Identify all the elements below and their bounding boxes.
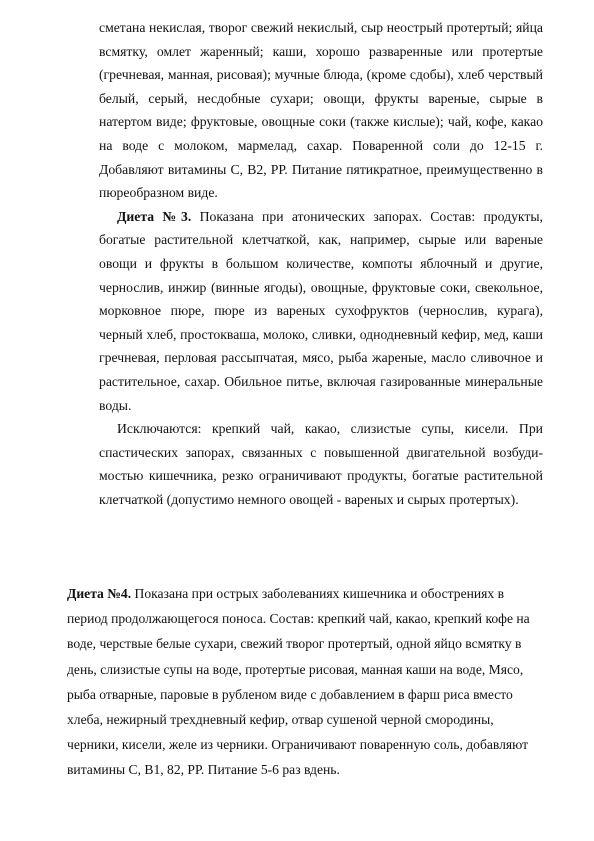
diet4-block — [67, 581, 545, 783]
main-text-block — [99, 16, 543, 511]
exclusions-paragraph: Исключаются: крепкий чай, какао, слизистые супы, кисели. При спастических запорах, связанных с повышенной двигательной возбуди-мостью кишечника, резко ограничивают продукты, богатые растительной клетчаткой (допустимо немного овощей - вареных и сырых протертых). — [99, 421, 543, 507]
intro-paragraph: сметана некислая, творог свежий некислый, сыр неострый протертый; яйца всмятку, омлет жаренный; каши, хорошо разваренные или протертые (гречневая, манная, рисовая); мучные блюда, (кроме сдобы), хлеб черствый белый, серый, несдобные сухари; овощи, фрукты вареные, сырые в натертом виде; фруктовые, овощные соки (также кислые); чай, кофе, какао на воде с молоком, мармелад, сахар. Поваренной соли до 12-15 г. Добавляют витамины С, В2, РР. Питание пятикратное, преимущественно в пюреобразном виде. — [99, 20, 543, 201]
diet3-paragraph — [99, 205, 543, 417]
diet4-text: Показана при острых заболеваниях кишечника и обострениях в период продолжающегося поноса. Состав: крепкий чай, какао, крепкий кофе на воде, черствые белые сухари, свежий творог протертый, одной яйцо всмятку в день, слизистые супы на воде, протертые рисовая, манная каши на воде, Мясо, рыба отварные, паровые в рубленом виде с добавлением в фарш риса вместо хлеба, нежирный трехдневный кефир, отвар сушеной черной смородины, черники, кисели, желе из черники. Ограничивают поваренную соль, добавляют витамины С, В1, 82, РР. Питание 5-6 раз вдень. — [67, 586, 530, 778]
diet4-paragraph — [67, 581, 545, 783]
diet4-title: Диета №4. — [67, 586, 132, 601]
diet3-title: Диета №3. — [117, 208, 192, 224]
diet3-text: Показана при атонических запорах. Состав: продукты, богатые растительной клетчаткой, как, например, сырые или вареные овощи и фрукты в большом количестве, компоты яблочный и другие, чернослив, инжир (винные ягоды), овощные, фруктовые соки, свекольное, морковное пюре, пюре из вареных сухофруктов (чернослив, курага), черный хлеб, простокваша, молоко, сливки, однодневный кефир, мед, каши гречневая, перловая рассыпчатая, мясо, рыба жареные, масло сливочное и растительное, сахар. Обильное питье, включая газированные минеральные воды. — [99, 208, 543, 413]
